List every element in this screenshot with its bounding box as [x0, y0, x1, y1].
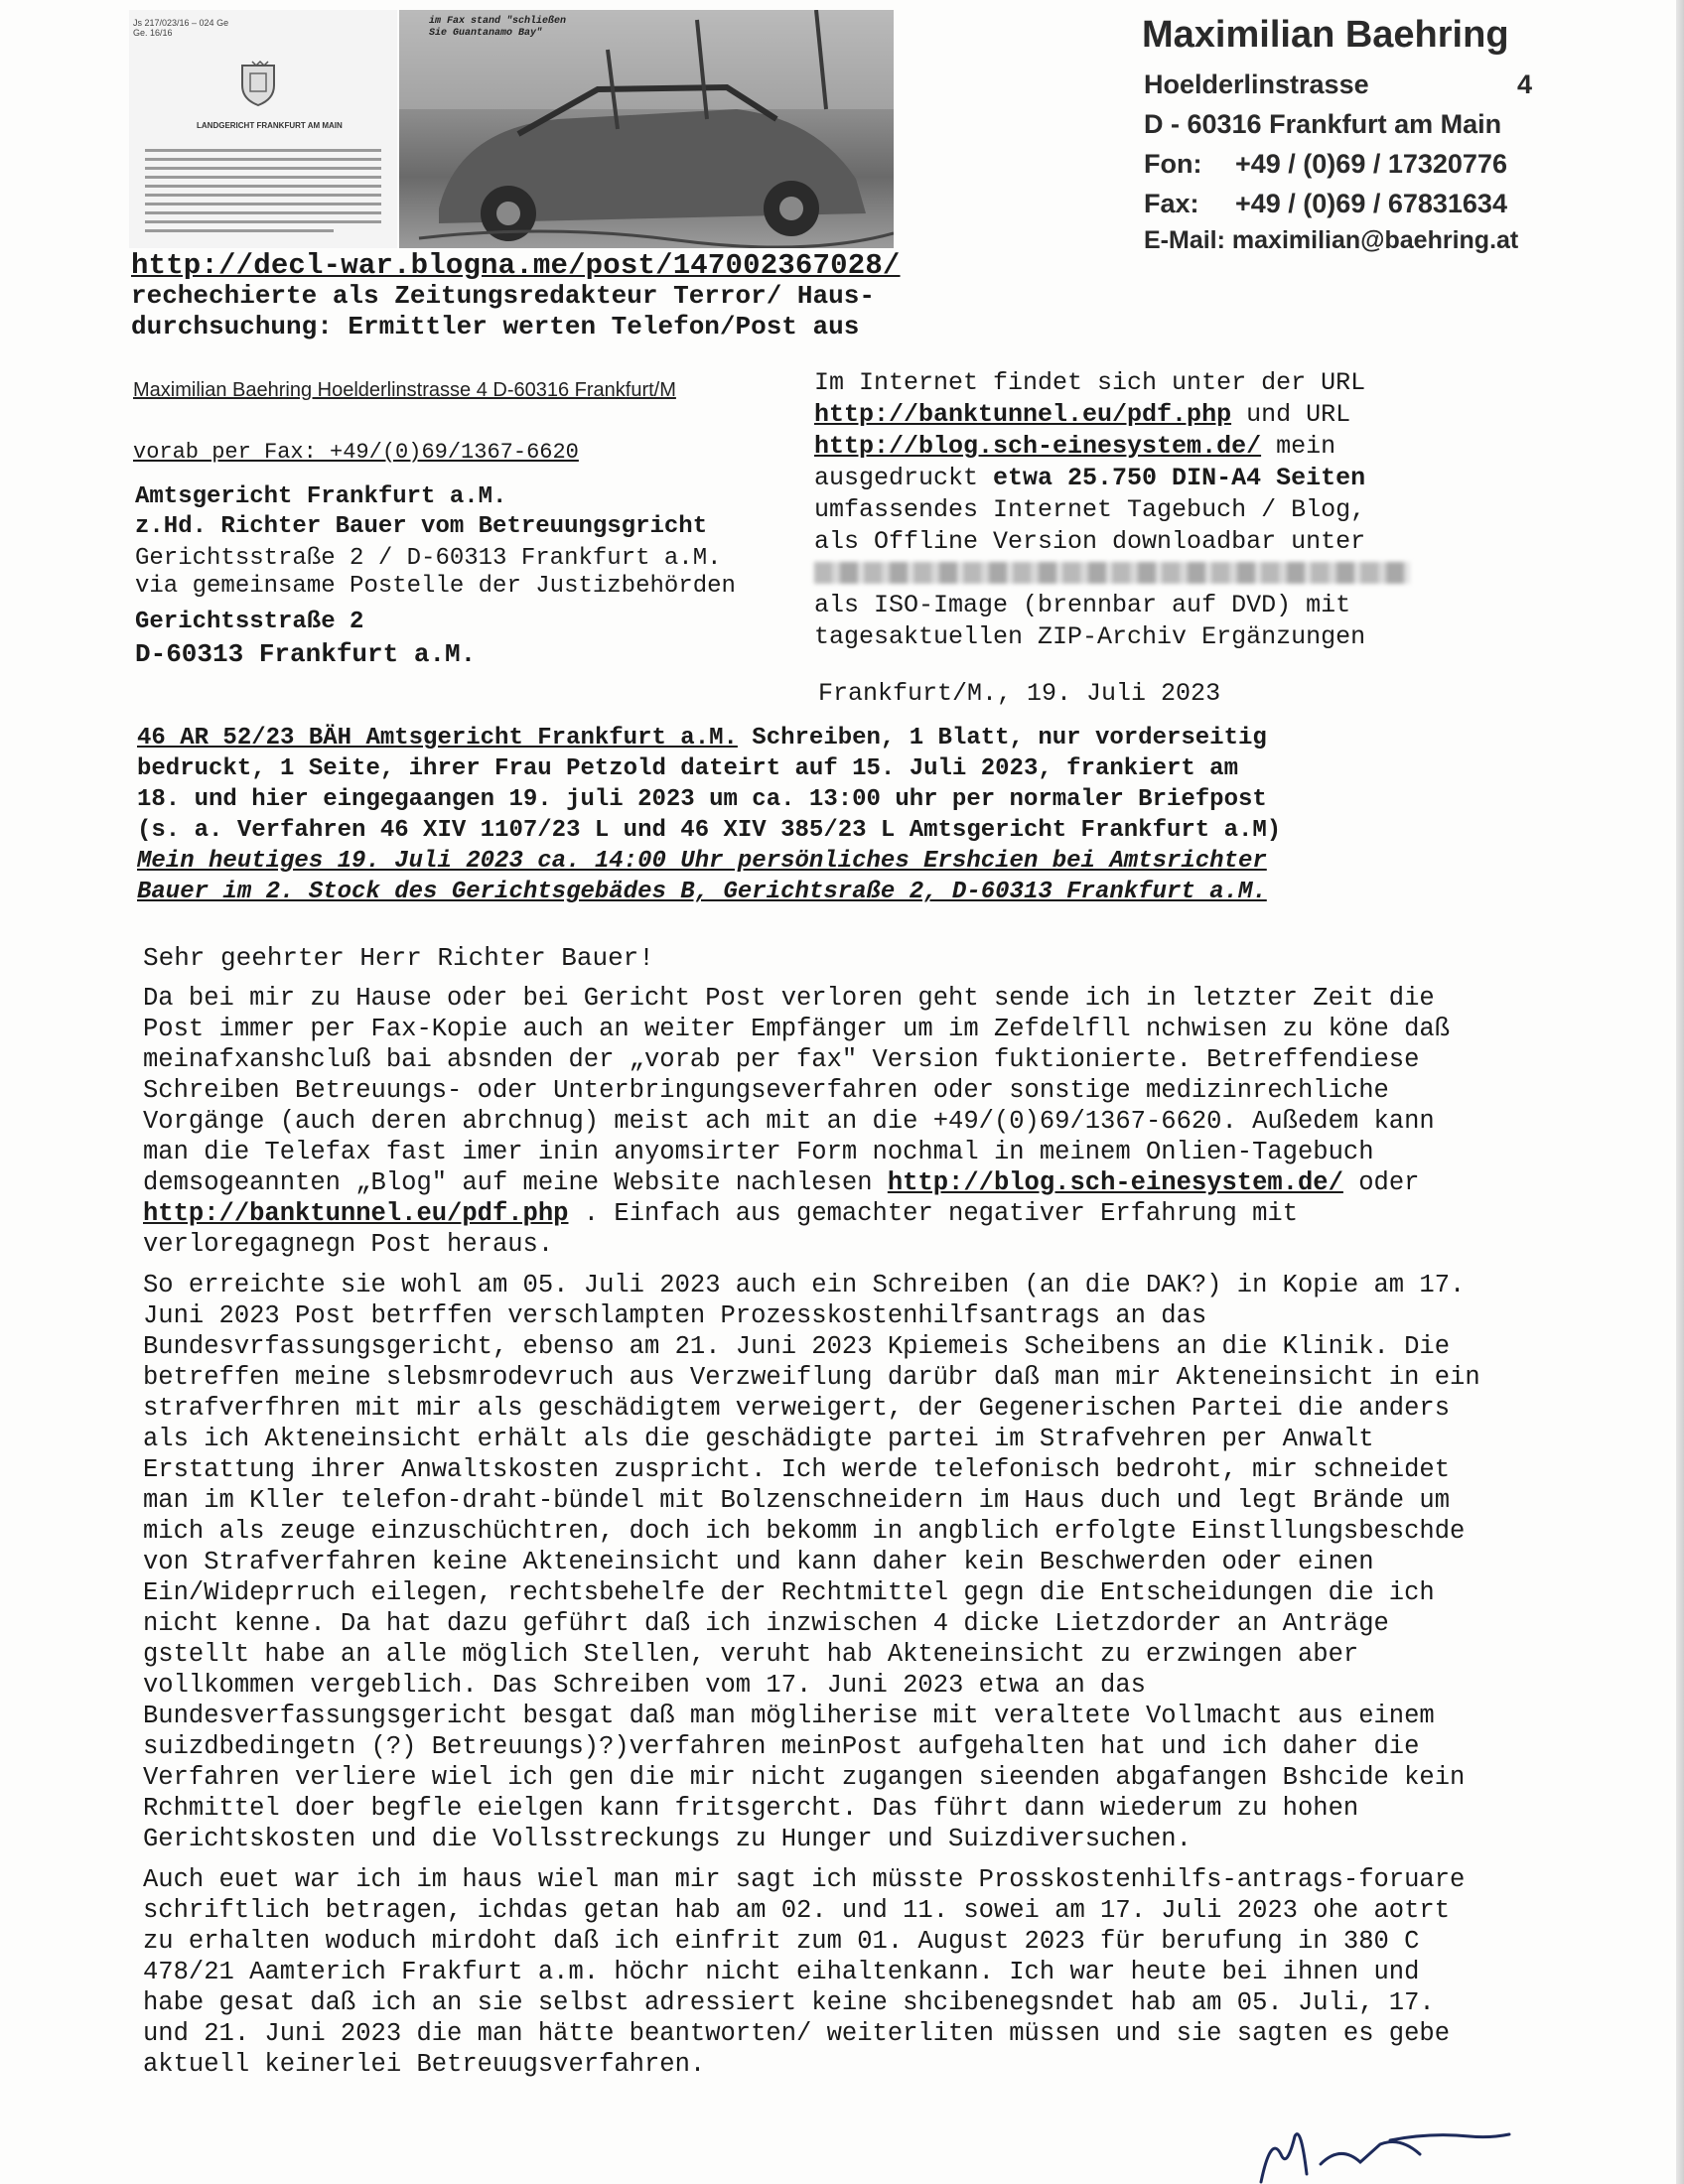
blog-info-line-9: tagesaktuellen ZIP-Archiv Ergänzungen [814, 622, 1366, 651]
letterhead-phone: +49 / (0)69 / 17320776 [1235, 149, 1507, 179]
recipient-line-2: z.Hd. Richter Bauer vom Betreuungsgricht [135, 513, 708, 540]
blog-info-line-3: http://blog.sch-einesystem.de/ mein [814, 432, 1336, 461]
letterhead-phone-label: Fon: [1144, 149, 1202, 179]
subject-line-4: (s. a. Verfahren 46 XIV 1107/23 L und 46 XIV 385/23 L Amtsgericht Frankfurt a.M) [137, 817, 1282, 844]
letterhead-street: Hoelderlinstrasse [1144, 69, 1369, 99]
coat-of-arms-icon [238, 60, 278, 107]
recipient-line-1: Amtsgericht Frankfurt a.M. [135, 483, 507, 510]
email-label: E-Mail: [1144, 226, 1225, 254]
subject-line-5: Mein heutiges 19. Juli 2023 ca. 14:00 Uhr persönliches Ershcien bei Amtsrichter [137, 848, 1267, 875]
email-address: maximilian@baehring.at [1231, 226, 1519, 254]
blog-info-line-8: als ISO-Image (brennbar auf DVD) mit [814, 591, 1351, 619]
blog-info-line-2: http://banktunnel.eu/pdf.php und URL [814, 400, 1351, 429]
clipping-description-1: rechechierte als Zeitungsredakteur Terror/ Haus- [131, 281, 875, 311]
clipping-reference: Js 217/023/16 – 024 Ge Ge. 16/16 [133, 18, 229, 38]
recipient-line-3: Gerichtsstraße 2 / D-60313 Frankfurt a.M. [135, 545, 722, 572]
subject-line-2: bedruckt, 1 Seite, ihrer Frau Petzold dateirt auf 15. Juli 2023, frankiert am [137, 755, 1238, 782]
subject-block: 46 AR 52/23 BÄH Amtsgericht Frankfurt a.M. Schreiben, 1 Blatt, nur vorderseitig bedruckt, 1 Seite, ihrer Frau Petzold dateirt auf 15. Juli 2023, frankiert am 18. und hier eingegaangen 19. juli 2023 um ca. 13:00 uhr per normaler Briefpost (s. a. Verfahren 46 XIV 1107/23 L und 46 XIV 385/23 L Amtsgericht Frankfurt a.M) Mein heutiges 19. Juli 2023 ca. 14:00 Uhr persönliches Ershcien bei Amtsrichter Bauer im 2. Stock des Gerichtsgebädes B, Gerichtsraße 2, D-60313 Frankfurt a.M. [137, 723, 1468, 907]
photo-caption: im Fax stand "schließen Sie Guantanamo Bay" [429, 16, 567, 39]
paragraph-1: Da bei mir zu Hause oder bei Gericht Post verloren geht sende ich in letzter Zeit die Post immer per Fax-Kopie auch an weiter Empfänger um im Zefdelfll nchwisen zu köne daß meinafxanshcluß bai absnden der „vorab per fax" Version fuktionierte. Betreffendiese Schreiben Betreuungs- oder Unterbringungseverfahren oder sonstige medizinrechliche Vorgänge (auch deren abrchnug) meist ach mit an die +49/(0)69/1367-6620. Außedem kann man die Telefax fast imer inin anyomsirter Form nochmal in meinem Onlien-Tagebuch demsogeannten „Blog" auf meine Website nachlesen http://blog.sch-einesystem.de/ oder http://banktunnel.eu/pdf.php . Einfach aus gemachter negativer Erfahrung mit verloregagnegn Post heraus. [143, 984, 1451, 1259]
clipping-body-lines [145, 149, 381, 238]
recipient-line-6: D-60313 Frankfurt a.M. [135, 639, 477, 669]
car-wreck-photo [399, 10, 894, 248]
blog-link[interactable]: http://blog.sch-einesystem.de/ [814, 432, 1262, 461]
salutation: Sehr geehrter Herr Richter Bauer! [143, 943, 654, 973]
letterhead-city: D - 60316 Frankfurt am Main [1144, 109, 1502, 139]
case-reference: 46 AR 52/23 BÄH Amtsgericht Frankfurt a.M. [137, 725, 738, 751]
clipping-court-name: LANDGERICHT FRANKFURT AM MAIN [197, 121, 343, 130]
clipping-description-2: durchsuchung: Ermittler werten Telefon/Post aus [131, 312, 860, 341]
blog-info-column [814, 367, 1499, 653]
letter-body [143, 983, 1493, 2090]
fax-ahead-note: vorab per Fax: +49/(0)69/1367-6620 [133, 440, 579, 465]
recipient-line-5: Gerichtsstraße 2 [135, 609, 364, 635]
redacted-download-url [814, 558, 1499, 590]
letterhead-house-number: 4 [1517, 69, 1533, 99]
newspaper-clipping [129, 10, 894, 248]
clipping-url-link[interactable]: http://decl-war.blogna.me/post/147002367028/ [131, 249, 901, 282]
letterhead-fax: +49 / (0)69 / 67831634 [1235, 189, 1507, 218]
blog-info-line-6: als Offline Version downloadbar unter [814, 527, 1366, 556]
letterhead-fax-label: Fax: [1144, 189, 1199, 218]
handwritten-signature [1251, 2115, 1529, 2184]
blog-link-inline[interactable]: http://blog.sch-einesystem.de/ [887, 1168, 1343, 1197]
blog-info-line-5: umfassendes Internet Tagebuch / Blog, [814, 495, 1366, 524]
paragraph-3: Auch euet war ich im haus wiel man mir sagt ich müsste Prosskostenhilfs-antrags-foruare schriftlich betragen, ichdas getan hab am 02. und 11. sowei am 17. Juli 2023 ohe aotrt zu erhalten woduch mirdoht daß ich einfrit zum 01. August 2023 für berufung in 380 C 478/21 Aamterich Frakfurt a.m. höchr nicht eihaltenkann. Ich war heute bei ihnen und habe gesat daß ich an sie selbst adressiert keine shcibenegsndet hab am 05. Juli, 17. und 21. Juni 2023 die man hätte beantworten/ weiterliten müssen und sie sagten es gebe aktuell keinerlei Betreuugsverfahren. [143, 1865, 1466, 2079]
banktunnel-link[interactable]: http://banktunnel.eu/pdf.php [814, 400, 1232, 429]
letterhead-email [1144, 226, 1518, 255]
recipient-line-4: via gemeinsame Postelle der Justizbehörden [135, 573, 736, 600]
letterhead-name: Maximilian Baehring [1142, 14, 1509, 56]
letter-date: Frankfurt/M., 19. Juli 2023 [818, 679, 1221, 708]
paragraph-2: So erreichte sie wohl am 05. Juli 2023 auch ein Schreiben (an die DAK?) in Kopie am 17. Juni 2023 Post betrffen verschlampten Prozesskostenhilfsantrags an das Bundesvrfassungsgericht, ebenso am 21. Juni 2023 Kpiemeis Scheibens an die Klinik. Die betreffen meine slebsmrodevruch aus Verzweiflung darübr daß man mir Akteneinsicht in ein strafverfhren mit mir als geschädigtem verweigert, der Gegenerischen Partei die anders als ich Akteneinsicht erhält als die geschädigte partei im Strafvehren per Anwalt Erstattung ihrer Anwaltskosten zuspricht. Ich werde telefonisch bedroht, mir schneidet man im Kller telefon-draht-bündel mit Bolzenschneidern im Haus duch und legt Brände um mich als zeuge einzuschüchtren, doch ich bekomm in angblich erfolgte Einstllungsbeschde von Strafverfahren keine Akteneinsicht und kann daher kein Beschwerden oder einen Ein/Wideprruch eilegen, rechtsbehelfe der Rechtmittel gegn die Entscheidungen die ich nicht kenne. Da hat dazu geführt daß ich inzwischen 4 dicke Lietzdorder an Anträge gstellt habe an alle möglich Stellen, veruht hab Akteneinsicht zu erzwingen aber vollkommen vergeblich. Das Schreiben vom 17. Juni 2023 etwa an das Bundesverfassungsgericht besgat daß man mögliherise mit veraltete Vollmacht aus einem suizdbedingetn (?) Betreuungs)?)verfahren meinPost aufgehalten hat und ich daher die Verfahren verliere wiel ich gen die mir nicht zugangen sieenden abgafangen Bshcide kein Rchmittel doer begfle eielgen kann fritsgercht. Das führt dann wiederum zu hohen Gerichtskosten und die Vollsstreckungs zu Hunger und Suizdiversuchen. [143, 1271, 1480, 1853]
subject-line-3: 18. und hier eingegaangen 19. juli 2023 um ca. 13:00 uhr per normaler Briefpost [137, 786, 1267, 813]
subject-line-6: Bauer im 2. Stock des Gerichtsgebädes B, Gerichtsraße 2, D-60313 Frankfurt a.M. [137, 879, 1267, 905]
blog-info-line-4: ausgedruckt etwa 25.750 DIN-A4 Seiten [814, 464, 1366, 492]
car-wreck-image [399, 10, 894, 248]
blog-info-line-1: Im Internet findet sich unter der URL [814, 368, 1366, 397]
banktunnel-link-inline[interactable]: http://banktunnel.eu/pdf.php [143, 1199, 569, 1228]
clipping-url-block [131, 250, 901, 342]
sender-return-address: Maximilian Baehring Hoelderlinstrasse 4 D-60316 Frankfurt/M [133, 379, 676, 401]
clipping-text-column [129, 10, 397, 248]
